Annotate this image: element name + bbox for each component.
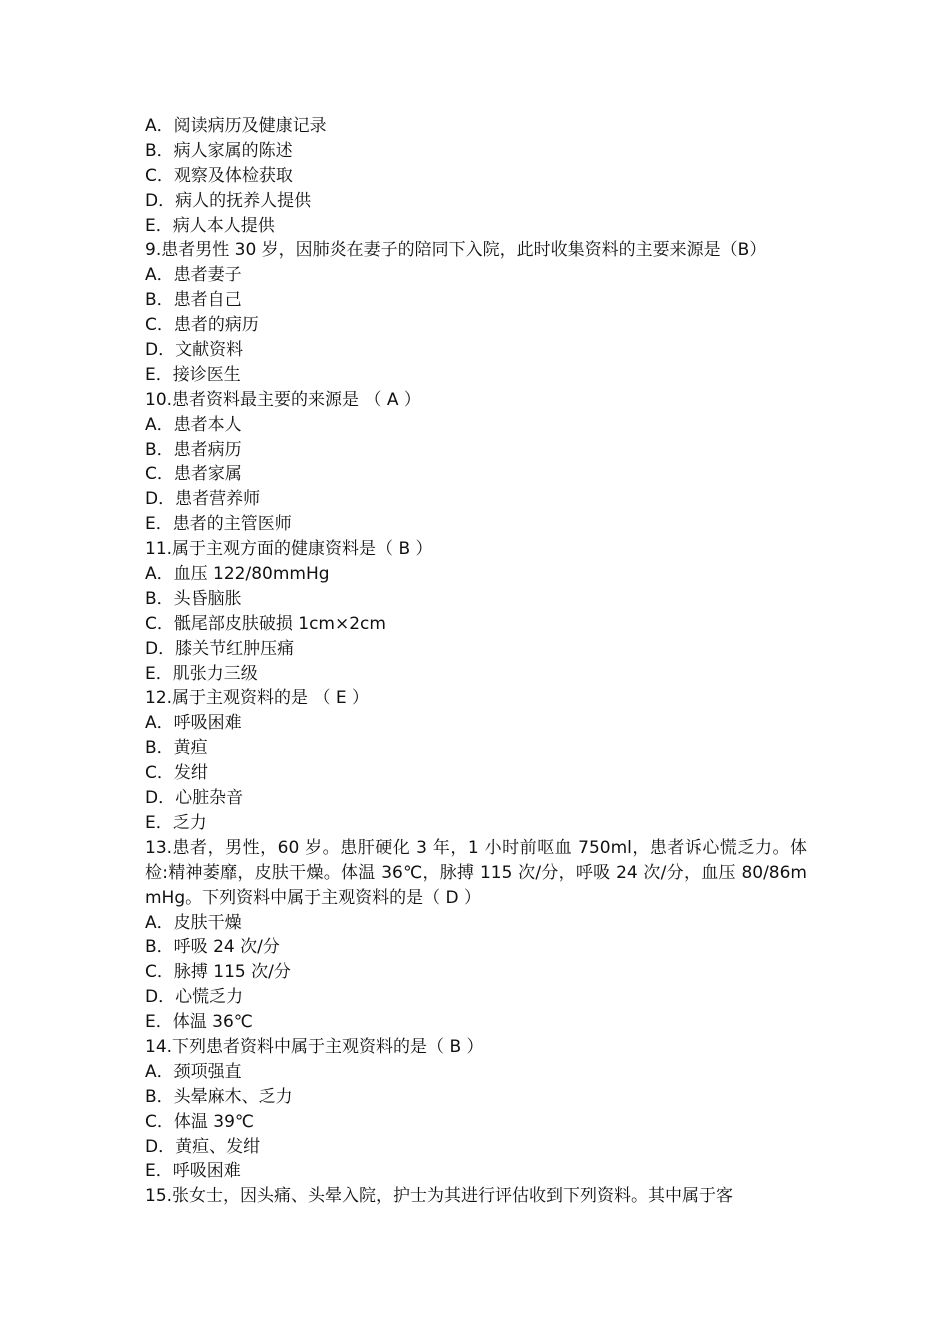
text-line: B．头晕麻木、乏力 (145, 1086, 293, 1107)
text-line: C．患者家属 (145, 464, 242, 485)
text-line: C．患者的病历 (145, 315, 259, 336)
text-line: A．血压 122/80mmHg (145, 564, 330, 585)
text-line: D．膝关节红肿压痛 (145, 638, 295, 659)
text-line: C．骶尾部皮肤破损 1cm×2cm (145, 613, 386, 634)
text-line: A．皮肤干燥 (145, 912, 242, 933)
text-line: E．患者的主管医师 (145, 514, 292, 535)
text-line: A．患者本人 (145, 414, 242, 435)
document-page (145, 114, 807, 1209)
text-line: B．黄疸 (145, 738, 208, 759)
text-line: B．患者自己 (145, 290, 242, 311)
text-line: E．体温 36℃ (145, 1012, 253, 1033)
question-11: 11.属于主观方面的健康资料是（ B ） (145, 539, 433, 560)
text-line: A．患者妻子 (145, 265, 242, 286)
text-line: E．接诊医生 (145, 364, 241, 385)
question-9: 9.患者男性 30 岁，因肺炎在妻子的陪同下入院，此时收集资料的主要来源是（B） (145, 240, 767, 261)
text-line: B．呼吸 24 次/分 (145, 937, 280, 958)
text-line: D．心慌乏力 (145, 987, 244, 1008)
text-line: A．颈项强直 (145, 1061, 242, 1082)
text-line: D．文献资料 (145, 340, 244, 361)
question-10: 10.患者资料最主要的来源是 （ A ） (145, 389, 421, 410)
text-line: E．呼吸困难 (145, 1161, 241, 1182)
question-14: 14.下列患者资料中属于主观资料的是（ B ） (145, 1037, 484, 1057)
text-line: B．病人家属的陈述 (145, 140, 293, 161)
text-line: A．阅读病历及健康记录 (145, 116, 327, 136)
question-13: 13.患者，男性，60 岁。患肝硬化 3 年，1 小时前呕血 750ml，患者诉心慌乏力。体检:精神萎靡，皮肤干燥。体温 36℃，脉搏 115 次/分，呼吸 24 次/分，血压 80/86mmHg。下列资料中属于主观资料的是（ D ） (145, 837, 807, 908)
text-line: C．脉搏 115 次/分 (145, 962, 291, 983)
text-line: C．观察及体检获取 (145, 165, 293, 186)
text-line: E．乏力 (145, 812, 207, 833)
text-line: D．患者营养师 (145, 489, 261, 510)
question-15: 15.张女士，因头痛、头晕入院，护士为其进行评估收到下列资料。其中属于客 (145, 1186, 734, 1207)
text-line: D．病人的抚养人提供 (145, 190, 312, 211)
question-12: 12.属于主观资料的是 （ E ） (145, 688, 369, 709)
text-line: C．发绀 (145, 763, 208, 784)
text-line: E．肌张力三级 (145, 663, 258, 684)
text-line: D．心脏杂音 (145, 788, 244, 809)
text-line: B．头昏脑胀 (145, 588, 242, 609)
text-line: C．体温 39℃ (145, 1111, 254, 1132)
text-line: A．呼吸困难 (145, 713, 242, 734)
text-line: E．病人本人提供 (145, 215, 275, 236)
text-line: B．患者病历 (145, 439, 242, 460)
text-line: D．黄疸、发绀 (145, 1136, 261, 1157)
